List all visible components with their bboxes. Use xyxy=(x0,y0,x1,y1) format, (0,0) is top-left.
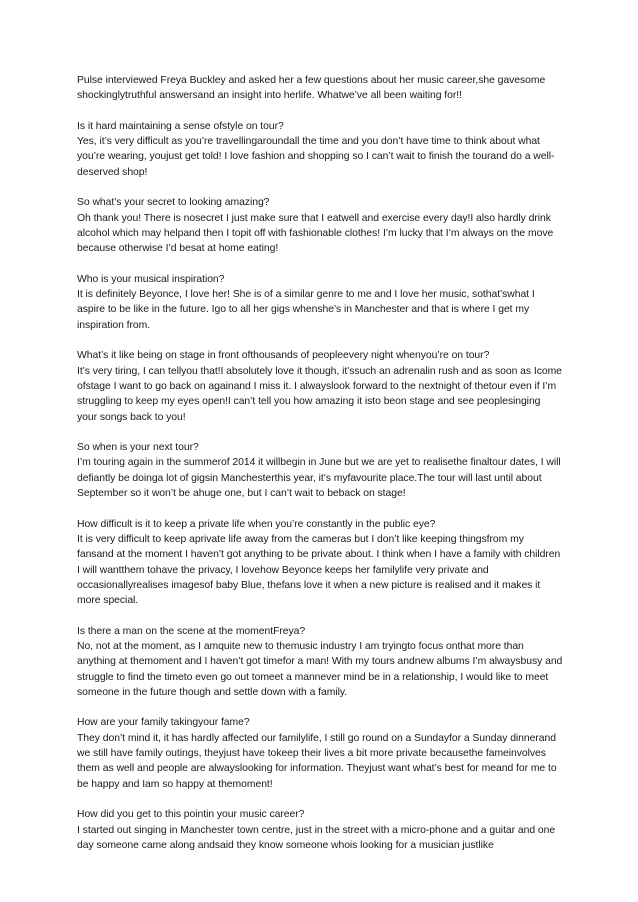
answer: I started out singing in Manchester town centre, just in the street with a micro-phone and a guitar and one day someone came along andsaid they know someone whois looking for a musician justlike xyxy=(77,824,556,851)
answer: They don’t mind it, it has hardly affected our familylife, I still go round on a Sundayfor a Sunday dinnerand we still have family outings, theyjust have tokeep their lives a bit more private becausethe fameinvolves them as well and people are alwayslooking for information. Theyjust want what’s best for meand for me to be happy and Iam so happy at themoment! xyxy=(77,732,557,790)
question: Who is your musical inspiration? xyxy=(77,273,225,285)
qa-block-style xyxy=(77,119,563,180)
qa-block-inspiration xyxy=(77,272,563,333)
question: How did you get to this pointin your music career? xyxy=(77,809,305,821)
answer: It is definitely Beyonce, I love her! She is of a similar genre to me and I love her music, sothat’swhat I aspire to be like in the future. Igo to all her gigs whenshe’s in Manchester and that is where I get my inspiration from. xyxy=(77,289,535,331)
question: Is there a man on the scene at the momentFreya? xyxy=(77,625,306,637)
answer: Yes, it’s very difficult as you’re travellingaroundall the time and you don’t have time to think about what you’re wearing, youjust get told! I love fashion and shopping so I can’t wait to finish the tourand do a well-deserved shop! xyxy=(77,136,555,178)
question: How difficult is it to keep a private life when you’re constantly in the public eye? xyxy=(77,518,436,530)
answer: Oh thank you! There is nosecret I just make sure that I eatwell and exercise every day!I also hardly drink alcohol which may helpand then I topit off with fashionable clothes! I’m lucky that I’m always on the move because otherwise I’d besat at home eating! xyxy=(77,212,554,255)
question: So when is your next tour? xyxy=(77,442,199,454)
question: Is it hard maintaining a sense ofstyle on tour? xyxy=(77,120,284,132)
question: So what’s your secret to looking amazing? xyxy=(77,197,270,209)
qa-block-stage xyxy=(77,348,563,424)
qa-block-next-tour xyxy=(77,440,563,501)
qa-block-career xyxy=(77,807,563,853)
qa-block-private-life xyxy=(77,517,563,609)
answer: I’m touring again in the summerof 2014 it willbegin in June but we are yet to realisethe finaltour dates, I will defiantly be doinga lot of gigsin Manchesterthis year, it’s myfavourite place.The tour will last until about September so it won’t be ahuge one, but I can’t wait to beback on stage! xyxy=(77,457,561,500)
intro-paragraph: Pulse interviewed Freya Buckley and asked her a few questions about her music career,she gavesome shockinglytruthful answersand an insight into herlife. Whatwe’ve all been waiting for!! xyxy=(77,75,546,102)
answer: It’s very tiring, I can tellyou that!I absolutely love it though, it’ssuch an adrenalin rush and as soon as Icome ofstage I want to go back on againand I miss it. I alwayslook forward to the nextnight of thetour even if I’m struggling to keep my eyes open!I can’t tell you how amazing it isto beon stage and see peoplesinging your songs back to you! xyxy=(77,365,562,423)
qa-block-secret xyxy=(77,195,563,256)
qa-block-relationship xyxy=(77,624,563,700)
qa-block-family xyxy=(77,715,563,791)
document-page xyxy=(77,73,563,868)
answer: It is very difficult to keep aprivate life away from the cameras but I don’t like keeping thingsfrom my fansand at the moment I haven’t got anything to be private about. I think when I have a family with children I will wantthem tohave the privacy, I lovehow Beyonce keeps her familylife very private and occasionallyrealises imagesof baby Blue, thefans love it when a new picture is realised and it makes it more special. xyxy=(77,533,561,607)
question: How are your family takingyour fame? xyxy=(77,717,250,729)
answer: No, not at the moment, as I amquite new to themusic industry I am tryingto focus onthat more than anything at themoment and I haven’t got timefor a man! With my tours andnew albums I’m alwaysbusy and struggle to find the timeto even go out tomeet a mannever mind be in a relationship, I would like to meet someone in the future though and settle down with a family. xyxy=(77,640,563,698)
question: What’s it like being on stage in front ofthousands of peopleevery night whenyou’re on tour? xyxy=(77,350,490,362)
